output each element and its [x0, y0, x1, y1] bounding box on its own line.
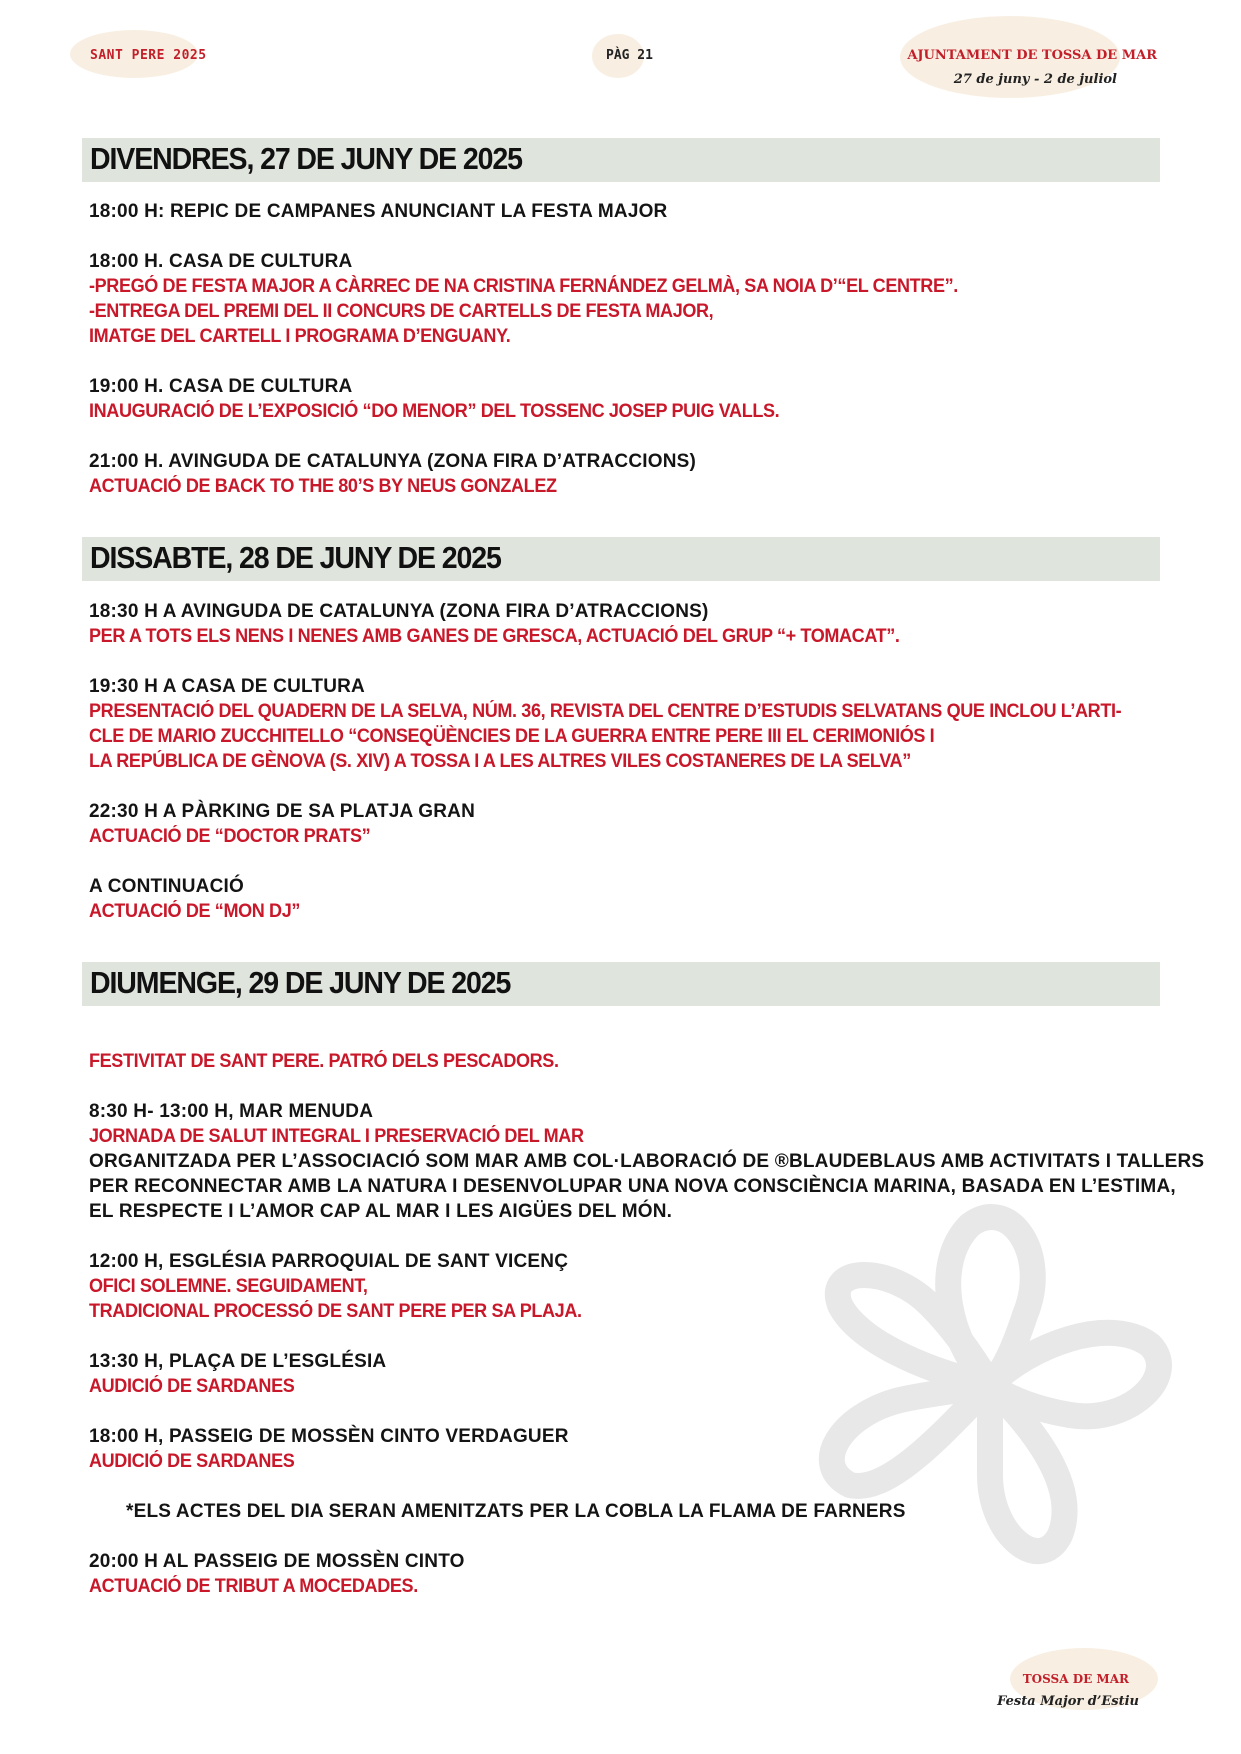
event-description: EL RESPECTE I L’AMOR CAP AL MAR I LES AIGÜES DEL MÓN. [89, 1201, 673, 1222]
event-description: OFICI SOLEMNE. SEGUIDAMENT, [89, 1276, 368, 1297]
event-description: INAUGURACIÓ DE L’EXPOSICIÓ “DO MENOR” DEL TOSSENC JOSEP PUIG VALLS. [89, 401, 780, 422]
event-time: 20:00 H AL PASSEIG DE MOSSÈN CINTO [89, 1551, 465, 1572]
event-description: ACTUACIÓ DE TRIBUT A MOCEDADES. [89, 1576, 418, 1597]
event-description: AUDICIÓ DE SARDANES [89, 1376, 295, 1397]
event-time: 12:00 H, ESGLÉSIA PARROQUIAL DE SANT VICENÇ [89, 1251, 569, 1272]
event-description: TRADICIONAL PROCESSÓ DE SANT PERE PER SA PLAJA. [89, 1301, 582, 1322]
event-time: 18:30 H A AVINGUDA DE CATALUNYA (ZONA FIRA D’ATRACCIONS) [89, 601, 709, 622]
day-title: DISSABTE, 28 DE JUNY DE 2025 [90, 540, 501, 575]
event-note: *ELS ACTES DEL DIA SERAN AMENITZATS PER LA COBLA LA FLAMA DE FARNERS [126, 1501, 906, 1522]
event-description: JORNADA DE SALUT INTEGRAL I PRESERVACIÓ DEL MAR [89, 1126, 584, 1147]
event-description: LA REPÚBLICA DE GÈNOVA (S. XIV) A TOSSA I A LES ALTRES VILES COSTANERES DE LA SELVA” [89, 751, 911, 772]
footer-town: TOSSA DE MAR [1022, 1672, 1129, 1686]
event-time: 18:00 H: REPIC DE CAMPANES ANUNCIANT LA FESTA MAJOR [89, 201, 668, 222]
event-time: 21:00 H. AVINGUDA DE CATALUNYA (ZONA FIRA D’ATRACCIONS) [89, 451, 697, 472]
day-header-friday [82, 138, 1160, 182]
event-description: ACTUACIÓ DE BACK TO THE 80’S BY NEUS GONZALEZ [89, 476, 557, 497]
event-time: 13:30 H, PLAÇA DE L’ESGLÉSIA [89, 1351, 387, 1372]
event-description: AUDICIÓ DE SARDANES [89, 1451, 295, 1472]
flower-watermark-icon [780, 1195, 1200, 1595]
event-time: 18:00 H. CASA DE CULTURA [89, 251, 353, 272]
event-time: 18:00 H, PASSEIG DE MOSSÈN CINTO VERDAGUER [89, 1426, 569, 1447]
day-header-sunday [82, 962, 1160, 1006]
header-dates: 27 de juny - 2 de juliol [953, 72, 1117, 87]
event-time: A CONTINUACIÓ [89, 876, 244, 897]
event-time: 19:30 H A CASA DE CULTURA [89, 676, 365, 697]
event-description: ORGANITZADA PER L’ASSOCIACIÓ SOM MAR AMB COL·LABORACIÓ DE ®BLAUDEBLAUS AMB ACTIVITATS I TALLERS [89, 1151, 1205, 1172]
day-title: DIVENDRES, 27 DE JUNY DE 2025 [90, 141, 522, 176]
day-header-saturday [82, 537, 1160, 581]
event-time: 19:00 H. CASA DE CULTURA [89, 376, 353, 397]
page-number: PÀG 21 [606, 48, 653, 63]
day-title: DIUMENGE, 29 DE JUNY DE 2025 [90, 965, 511, 1000]
footer-festival: Festa Major d’Estiu [997, 1694, 1139, 1709]
event-description: PRESENTACIÓ DEL QUADERN DE LA SELVA, NÚM. 36, REVISTA DEL CENTRE D’ESTUDIS SELVATANS QUE INCLOU L’ARTI- [89, 701, 1122, 722]
event-description: CLE DE MARIO ZUCCHITELLO “CONSEQÜÈNCIES DE LA GUERRA ENTRE PERE III EL CERIMONIÓS I [89, 726, 935, 747]
header-edition: SANT PERE 2025 [90, 48, 207, 63]
event-time: 22:30 H A PÀRKING DE SA PLATJA GRAN [89, 801, 475, 822]
event-description: ACTUACIÓ DE “MON DJ” [89, 901, 301, 922]
event-description: -ENTREGA DEL PREMI DEL II CONCURS DE CARTELLS DE FESTA MAJOR, [89, 301, 714, 322]
event-description: PER RECONNECTAR AMB LA NATURA I DESENVOLUPAR UNA NOVA CONSCIÈNCIA MARINA, BASADA EN L’ESTIMA, [89, 1176, 1176, 1197]
event-time: 8:30 H- 13:00 H, MAR MENUDA [89, 1101, 374, 1122]
event-description: -PREGÓ DE FESTA MAJOR A CÀRREC DE NA CRISTINA FERNÁNDEZ GELMÀ, SA NOIA D’“EL CENTRE”. [89, 276, 958, 297]
event-description: ACTUACIÓ DE “DOCTOR PRATS” [89, 826, 371, 847]
event-description: FESTIVITAT DE SANT PERE. PATRÓ DELS PESCADORS. [89, 1051, 559, 1072]
event-description: IMATGE DEL CARTELL I PROGRAMA D’ENGUANY. [89, 326, 511, 347]
event-description: PER A TOTS ELS NENS I NENES AMB GANES DE GRESCA, ACTUACIÓ DEL GRUP “+ TOMACAT”. [89, 626, 900, 647]
header-organization: AJUNTAMENT DE TOSSA DE MAR [907, 48, 1157, 63]
